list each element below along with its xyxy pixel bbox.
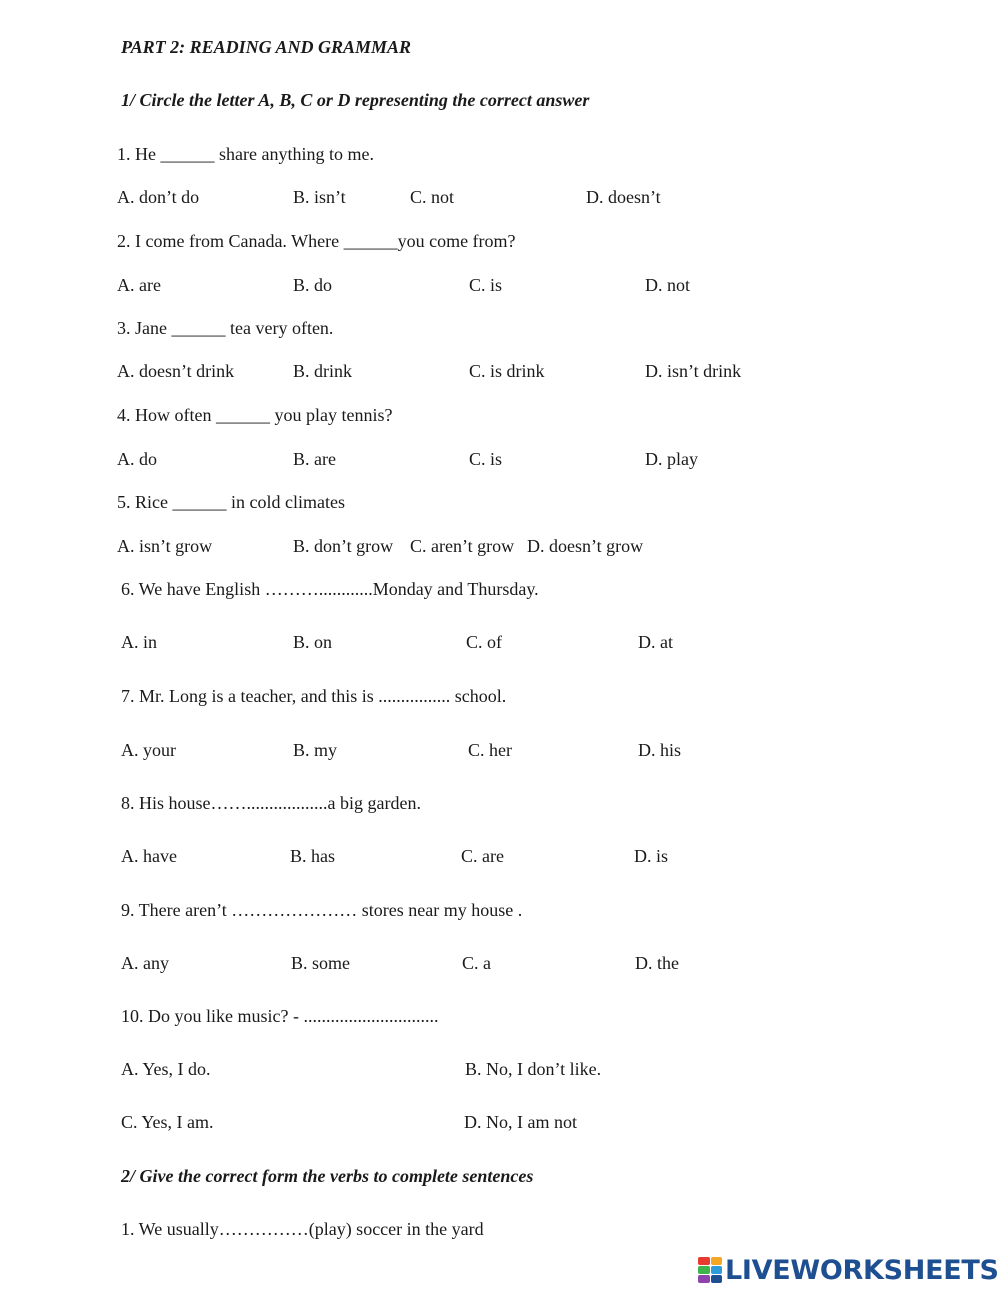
q6-option-a[interactable]: A. in [121,632,157,652]
q7-option-a[interactable]: A. your [121,740,176,760]
question-2: 2. I come from Canada. Where ______you come from? [117,231,516,251]
q7-option-c[interactable]: C. her [468,740,512,760]
q8-option-d[interactable]: D. is [634,846,669,866]
logo-block-2 [711,1257,723,1265]
liveworksheets-logo-icon [698,1257,722,1283]
question-7: 7. Mr. Long is a teacher, and this is ................ school. [121,686,507,706]
question-8: 8. His house……..................a big garden. [121,793,421,813]
q1-option-d[interactable]: D. doesn’t [586,187,661,207]
q3-option-d[interactable]: D. isn’t drink [645,361,742,381]
q10-option-a[interactable]: A. Yes, I do. [121,1059,211,1079]
q1-option-c[interactable]: C. not [410,187,455,207]
q5-option-d[interactable]: D. doesn’t grow [527,536,644,556]
logo-block-5 [698,1275,710,1283]
q6-option-c[interactable]: C. of [466,632,502,652]
question-5: 5. Rice ______ in cold climates [117,492,345,512]
q10-option-c[interactable]: C. Yes, I am. [121,1112,214,1132]
q2-option-a[interactable]: A. are [117,275,161,295]
q9-option-a[interactable]: A. any [121,953,169,973]
q2-option-b[interactable]: B. do [293,275,333,295]
q1-option-a[interactable]: A. don’t do [117,187,200,207]
logo-block-6 [711,1275,723,1283]
q5-option-c[interactable]: C. aren’t grow [410,536,515,556]
q3-option-b[interactable]: B. drink [293,361,353,381]
q8-option-b[interactable]: B. has [290,846,335,866]
question-3: 3. Jane ______ tea very often. [117,318,334,338]
q10-option-d[interactable]: D. No, I am not [464,1112,577,1132]
logo-block-4 [711,1266,723,1274]
q9-option-d[interactable]: D. the [635,953,679,973]
question-9: 9. There aren’t ………………… stores near my house . [121,900,523,920]
q7-option-b[interactable]: B. my [293,740,338,760]
q8-option-a[interactable]: A. have [121,846,177,866]
q10-option-b[interactable]: B. No, I don’t like. [465,1059,602,1079]
q3-option-c[interactable]: C. is drink [469,361,545,381]
q6-option-d[interactable]: D. at [638,632,673,652]
part-heading: PART 2: READING AND GRAMMAR [121,37,412,57]
question-1: 1. He ______ share anything to me. [117,144,374,164]
q7-option-d[interactable]: D. his [638,740,682,760]
q6-option-b[interactable]: B. on [293,632,333,652]
logo-block-1 [698,1257,710,1265]
question-10: 10. Do you like music? - .............................. [121,1006,439,1026]
q2-option-c[interactable]: C. is [469,275,503,295]
logo-text: LIVEWORKSHEETS [725,1254,999,1286]
section-1-heading: 1/ Circle the letter A, B, C or D representing the correct answer [121,90,590,110]
q4-option-b[interactable]: B. are [293,449,336,469]
q1-option-b[interactable]: B. isn’t [293,187,346,207]
verb-question-1[interactable]: 1. We usually……………(play) soccer in the yard [121,1219,484,1239]
q2-option-d[interactable]: D. not [645,275,690,295]
logo-block-3 [698,1266,710,1274]
q4-option-a[interactable]: A. do [117,449,157,469]
question-6: 6. We have English ………............Monday and Thursday. [121,579,539,599]
section-2-heading: 2/ Give the correct form the verbs to complete sentences [121,1166,534,1186]
liveworksheets-logo [698,1255,999,1285]
q4-option-d[interactable]: D. play [645,449,698,469]
question-4: 4. How often ______ you play tennis? [117,405,393,425]
q9-option-c[interactable]: C. a [462,953,491,973]
q5-option-b[interactable]: B. don’t grow [293,536,394,556]
q3-option-a[interactable]: A. doesn’t drink [117,361,235,381]
q5-option-a[interactable]: A. isn’t grow [117,536,213,556]
q9-option-b[interactable]: B. some [291,953,351,973]
q8-option-c[interactable]: C. are [461,846,504,866]
q4-option-c[interactable]: C. is [469,449,503,469]
